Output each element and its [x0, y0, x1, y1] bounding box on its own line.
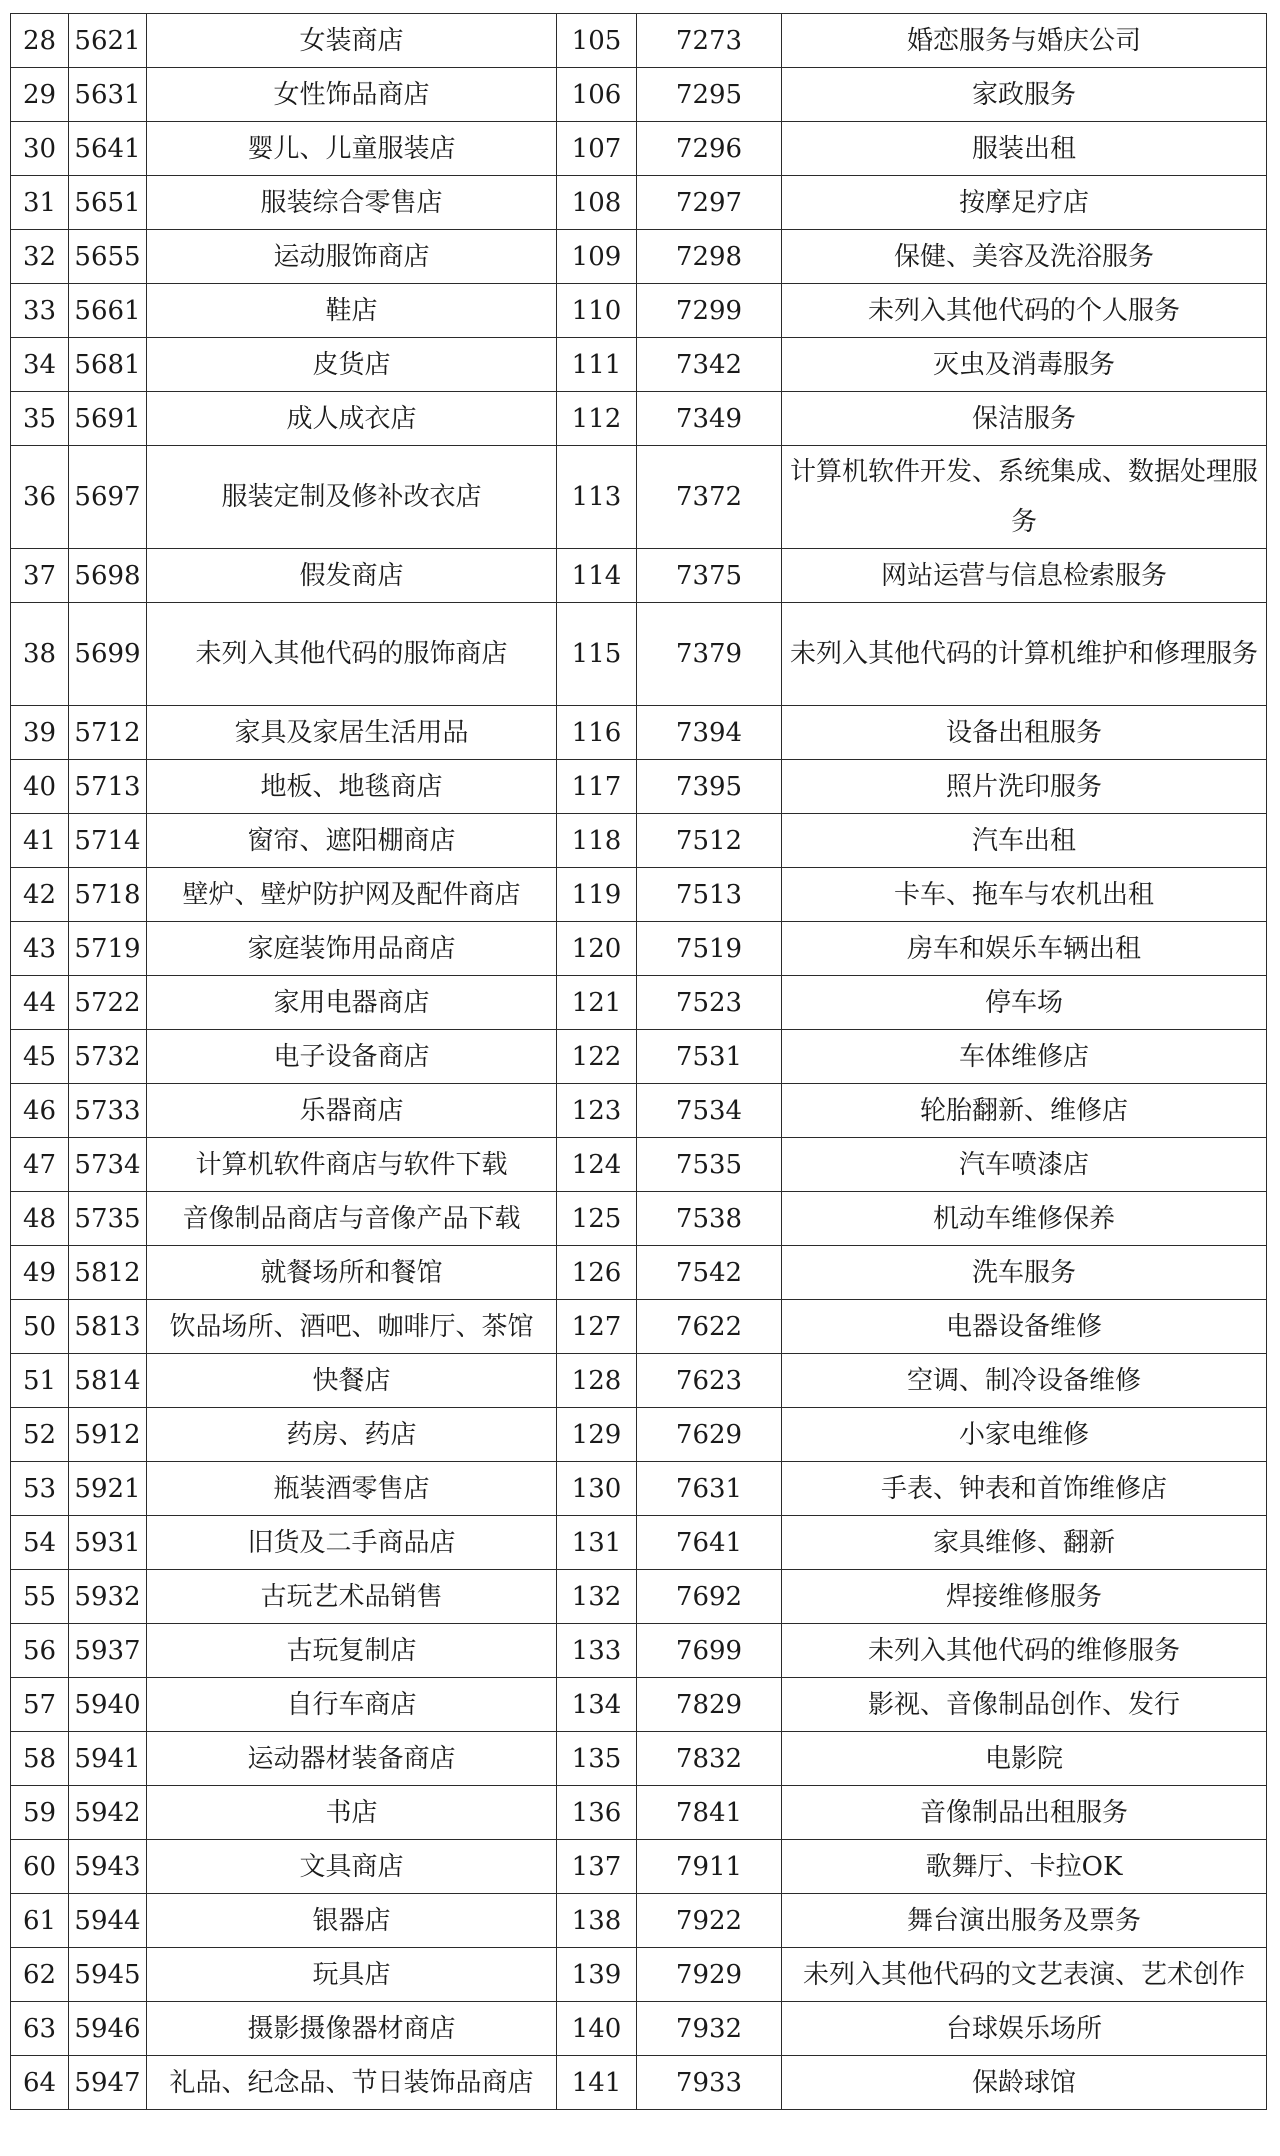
left-merchant-type-cell: 假发商店: [147, 549, 557, 603]
left-merchant-type-cell: 银器店: [147, 1894, 557, 1948]
left-mcc-code-cell: 5943: [69, 1840, 147, 1894]
right-index-cell: 139: [557, 1948, 637, 2002]
table-row: [11, 1786, 1267, 1840]
left-mcc-code-cell: 5932: [69, 1570, 147, 1624]
right-merchant-type-cell: 停车场: [782, 976, 1267, 1030]
right-mcc-code-cell: 7829: [637, 1678, 782, 1732]
right-merchant-type-cell: 未列入其他代码的个人服务: [782, 284, 1267, 338]
right-index-cell: 141: [557, 2056, 637, 2110]
left-mcc-code-cell: 5921: [69, 1462, 147, 1516]
right-mcc-code-cell: 7273: [637, 14, 782, 68]
right-index-cell: 106: [557, 68, 637, 122]
right-index-cell: 124: [557, 1138, 637, 1192]
right-mcc-code-cell: 7395: [637, 760, 782, 814]
right-mcc-code-cell: 7922: [637, 1894, 782, 1948]
left-merchant-type-cell: 音像制品商店与音像产品下载: [147, 1192, 557, 1246]
left-merchant-type-cell: 运动器材装备商店: [147, 1732, 557, 1786]
right-index-cell: 118: [557, 814, 637, 868]
left-merchant-type-cell: 文具商店: [147, 1840, 557, 1894]
left-mcc-code-cell: 5946: [69, 2002, 147, 2056]
right-mcc-code-cell: 7692: [637, 1570, 782, 1624]
right-mcc-code-cell: 7929: [637, 1948, 782, 2002]
right-merchant-type-cell: 按摩足疗店: [782, 176, 1267, 230]
left-merchant-type-cell: 礼品、纪念品、节日装饰品商店: [147, 2056, 557, 2110]
table-row: [11, 1894, 1267, 1948]
left-index-cell: 33: [11, 284, 69, 338]
right-mcc-code-cell: 7623: [637, 1354, 782, 1408]
right-merchant-type-cell: 焊接维修服务: [782, 1570, 1267, 1624]
left-merchant-type-cell: 家具及家居生活用品: [147, 706, 557, 760]
left-mcc-code-cell: 5661: [69, 284, 147, 338]
right-mcc-code-cell: 7832: [637, 1732, 782, 1786]
right-mcc-code-cell: 7699: [637, 1624, 782, 1678]
right-index-cell: 138: [557, 1894, 637, 1948]
table-row: [11, 446, 1267, 549]
right-index-cell: 116: [557, 706, 637, 760]
right-index-cell: 107: [557, 122, 637, 176]
table-row: [11, 1840, 1267, 1894]
right-index-cell: 126: [557, 1246, 637, 1300]
left-merchant-type-cell: 饮品场所、酒吧、咖啡厅、茶馆: [147, 1300, 557, 1354]
right-index-cell: 115: [557, 603, 637, 706]
left-index-cell: 39: [11, 706, 69, 760]
table-row: [11, 1570, 1267, 1624]
right-merchant-type-cell: 未列入其他代码的计算机维护和修理服务: [782, 603, 1267, 706]
left-mcc-code-cell: 5734: [69, 1138, 147, 1192]
right-merchant-type-cell: 灭虫及消毒服务: [782, 338, 1267, 392]
table-row: [11, 1516, 1267, 1570]
left-index-cell: 37: [11, 549, 69, 603]
right-index-cell: 140: [557, 2002, 637, 2056]
table-row: [11, 1678, 1267, 1732]
left-merchant-type-cell: 服装综合零售店: [147, 176, 557, 230]
right-index-cell: 113: [557, 446, 637, 549]
table-row: [11, 1408, 1267, 1462]
right-mcc-code-cell: 7519: [637, 922, 782, 976]
left-mcc-code-cell: 5691: [69, 392, 147, 446]
left-mcc-code-cell: 5722: [69, 976, 147, 1030]
right-index-cell: 132: [557, 1570, 637, 1624]
right-index-cell: 108: [557, 176, 637, 230]
right-mcc-code-cell: 7534: [637, 1084, 782, 1138]
left-merchant-type-cell: 书店: [147, 1786, 557, 1840]
left-merchant-type-cell: 鞋店: [147, 284, 557, 338]
left-index-cell: 45: [11, 1030, 69, 1084]
left-index-cell: 32: [11, 230, 69, 284]
left-merchant-type-cell: 药房、药店: [147, 1408, 557, 1462]
right-merchant-type-cell: 手表、钟表和首饰维修店: [782, 1462, 1267, 1516]
left-merchant-type-cell: 地板、地毯商店: [147, 760, 557, 814]
left-mcc-code-cell: 5641: [69, 122, 147, 176]
left-merchant-type-cell: 壁炉、壁炉防护网及配件商店: [147, 868, 557, 922]
left-mcc-code-cell: 5719: [69, 922, 147, 976]
left-index-cell: 57: [11, 1678, 69, 1732]
left-merchant-type-cell: 婴儿、儿童服装店: [147, 122, 557, 176]
right-index-cell: 129: [557, 1408, 637, 1462]
right-merchant-type-cell: 保健、美容及洗浴服务: [782, 230, 1267, 284]
right-mcc-code-cell: 7349: [637, 392, 782, 446]
right-mcc-code-cell: 7513: [637, 868, 782, 922]
left-merchant-type-cell: 计算机软件商店与软件下载: [147, 1138, 557, 1192]
right-mcc-code-cell: 7538: [637, 1192, 782, 1246]
right-index-cell: 127: [557, 1300, 637, 1354]
mcc-code-table: [10, 13, 1267, 2110]
left-index-cell: 52: [11, 1408, 69, 1462]
right-merchant-type-cell: 家具维修、翻新: [782, 1516, 1267, 1570]
left-index-cell: 41: [11, 814, 69, 868]
table-row: [11, 976, 1267, 1030]
table-row: [11, 68, 1267, 122]
mcc-table-page: [10, 13, 1267, 2110]
right-merchant-type-cell: 未列入其他代码的文艺表演、艺术创作: [782, 1948, 1267, 2002]
table-row: [11, 392, 1267, 446]
left-index-cell: 58: [11, 1732, 69, 1786]
left-index-cell: 49: [11, 1246, 69, 1300]
table-row: [11, 2002, 1267, 2056]
left-index-cell: 48: [11, 1192, 69, 1246]
right-mcc-code-cell: 7641: [637, 1516, 782, 1570]
left-mcc-code-cell: 5812: [69, 1246, 147, 1300]
left-mcc-code-cell: 5735: [69, 1192, 147, 1246]
right-index-cell: 120: [557, 922, 637, 976]
left-mcc-code-cell: 5621: [69, 14, 147, 68]
left-merchant-type-cell: 快餐店: [147, 1354, 557, 1408]
right-mcc-code-cell: 7523: [637, 976, 782, 1030]
left-mcc-code-cell: 5714: [69, 814, 147, 868]
right-index-cell: 121: [557, 976, 637, 1030]
right-mcc-code-cell: 7535: [637, 1138, 782, 1192]
right-index-cell: 130: [557, 1462, 637, 1516]
left-index-cell: 38: [11, 603, 69, 706]
right-merchant-type-cell: 汽车出租: [782, 814, 1267, 868]
right-merchant-type-cell: 计算机软件开发、系统集成、数据处理服务: [782, 446, 1267, 549]
left-mcc-code-cell: 5947: [69, 2056, 147, 2110]
left-index-cell: 62: [11, 1948, 69, 2002]
right-merchant-type-cell: 机动车维修保养: [782, 1192, 1267, 1246]
left-index-cell: 31: [11, 176, 69, 230]
right-mcc-code-cell: 7298: [637, 230, 782, 284]
table-row: [11, 1732, 1267, 1786]
left-merchant-type-cell: 乐器商店: [147, 1084, 557, 1138]
right-mcc-code-cell: 7296: [637, 122, 782, 176]
right-mcc-code-cell: 7629: [637, 1408, 782, 1462]
right-merchant-type-cell: 保龄球馆: [782, 2056, 1267, 2110]
right-mcc-code-cell: 7297: [637, 176, 782, 230]
right-index-cell: 105: [557, 14, 637, 68]
right-index-cell: 110: [557, 284, 637, 338]
right-merchant-type-cell: 音像制品出租服务: [782, 1786, 1267, 1840]
right-index-cell: 117: [557, 760, 637, 814]
right-mcc-code-cell: 7631: [637, 1462, 782, 1516]
left-index-cell: 30: [11, 122, 69, 176]
left-mcc-code-cell: 5718: [69, 868, 147, 922]
right-merchant-type-cell: 车体维修店: [782, 1030, 1267, 1084]
right-mcc-code-cell: 7911: [637, 1840, 782, 1894]
left-index-cell: 36: [11, 446, 69, 549]
right-mcc-code-cell: 7299: [637, 284, 782, 338]
right-merchant-type-cell: 影视、音像制品创作、发行: [782, 1678, 1267, 1732]
right-mcc-code-cell: 7542: [637, 1246, 782, 1300]
left-index-cell: 34: [11, 338, 69, 392]
right-mcc-code-cell: 7394: [637, 706, 782, 760]
right-merchant-type-cell: 舞台演出服务及票务: [782, 1894, 1267, 1948]
left-merchant-type-cell: 女性饰品商店: [147, 68, 557, 122]
left-merchant-type-cell: 皮货店: [147, 338, 557, 392]
table-row: [11, 868, 1267, 922]
left-index-cell: 63: [11, 2002, 69, 2056]
left-index-cell: 51: [11, 1354, 69, 1408]
right-index-cell: 134: [557, 1678, 637, 1732]
left-merchant-type-cell: 古玩艺术品销售: [147, 1570, 557, 1624]
right-merchant-type-cell: 电器设备维修: [782, 1300, 1267, 1354]
left-mcc-code-cell: 5912: [69, 1408, 147, 1462]
left-mcc-code-cell: 5931: [69, 1516, 147, 1570]
right-merchant-type-cell: 婚恋服务与婚庆公司: [782, 14, 1267, 68]
left-mcc-code-cell: 5733: [69, 1084, 147, 1138]
left-mcc-code-cell: 5651: [69, 176, 147, 230]
left-mcc-code-cell: 5713: [69, 760, 147, 814]
left-mcc-code-cell: 5655: [69, 230, 147, 284]
right-index-cell: 131: [557, 1516, 637, 1570]
left-merchant-type-cell: 自行车商店: [147, 1678, 557, 1732]
right-mcc-code-cell: 7622: [637, 1300, 782, 1354]
right-merchant-type-cell: 空调、制冷设备维修: [782, 1354, 1267, 1408]
left-merchant-type-cell: 女装商店: [147, 14, 557, 68]
left-merchant-type-cell: 瓶装酒零售店: [147, 1462, 557, 1516]
left-mcc-code-cell: 5631: [69, 68, 147, 122]
right-mcc-code-cell: 7932: [637, 2002, 782, 2056]
left-merchant-type-cell: 摄影摄像器材商店: [147, 2002, 557, 2056]
right-merchant-type-cell: 台球娱乐场所: [782, 2002, 1267, 2056]
table-row: [11, 1192, 1267, 1246]
right-index-cell: 109: [557, 230, 637, 284]
right-mcc-code-cell: 7372: [637, 446, 782, 549]
right-index-cell: 122: [557, 1030, 637, 1084]
left-merchant-type-cell: 玩具店: [147, 1948, 557, 2002]
table-row: [11, 284, 1267, 338]
right-merchant-type-cell: 服装出租: [782, 122, 1267, 176]
left-index-cell: 43: [11, 922, 69, 976]
table-row: [11, 1138, 1267, 1192]
left-index-cell: 60: [11, 1840, 69, 1894]
right-mcc-code-cell: 7933: [637, 2056, 782, 2110]
left-mcc-code-cell: 5813: [69, 1300, 147, 1354]
left-index-cell: 44: [11, 976, 69, 1030]
left-index-cell: 56: [11, 1624, 69, 1678]
left-mcc-code-cell: 5944: [69, 1894, 147, 1948]
right-index-cell: 112: [557, 392, 637, 446]
table-row: [11, 549, 1267, 603]
right-merchant-type-cell: 未列入其他代码的维修服务: [782, 1624, 1267, 1678]
left-merchant-type-cell: 电子设备商店: [147, 1030, 557, 1084]
table-row: [11, 603, 1267, 706]
left-merchant-type-cell: 运动服饰商店: [147, 230, 557, 284]
left-merchant-type-cell: 家用电器商店: [147, 976, 557, 1030]
right-merchant-type-cell: 汽车喷漆店: [782, 1138, 1267, 1192]
right-mcc-code-cell: 7841: [637, 1786, 782, 1840]
left-mcc-code-cell: 5697: [69, 446, 147, 549]
right-index-cell: 128: [557, 1354, 637, 1408]
table-row: [11, 122, 1267, 176]
right-merchant-type-cell: 家政服务: [782, 68, 1267, 122]
table-row: [11, 2056, 1267, 2110]
table-row: [11, 1624, 1267, 1678]
left-index-cell: 59: [11, 1786, 69, 1840]
table-row: [11, 760, 1267, 814]
right-index-cell: 125: [557, 1192, 637, 1246]
right-mcc-code-cell: 7375: [637, 549, 782, 603]
right-merchant-type-cell: 设备出租服务: [782, 706, 1267, 760]
left-mcc-code-cell: 5681: [69, 338, 147, 392]
left-mcc-code-cell: 5942: [69, 1786, 147, 1840]
table-row: [11, 1246, 1267, 1300]
left-merchant-type-cell: 未列入其他代码的服饰商店: [147, 603, 557, 706]
left-merchant-type-cell: 窗帘、遮阳棚商店: [147, 814, 557, 868]
table-row: [11, 1084, 1267, 1138]
right-index-cell: 114: [557, 549, 637, 603]
table-row: [11, 1300, 1267, 1354]
left-index-cell: 40: [11, 760, 69, 814]
right-index-cell: 119: [557, 868, 637, 922]
right-merchant-type-cell: 轮胎翻新、维修店: [782, 1084, 1267, 1138]
left-mcc-code-cell: 5732: [69, 1030, 147, 1084]
left-index-cell: 46: [11, 1084, 69, 1138]
right-index-cell: 135: [557, 1732, 637, 1786]
left-mcc-code-cell: 5698: [69, 549, 147, 603]
left-mcc-code-cell: 5945: [69, 1948, 147, 2002]
table-row: [11, 338, 1267, 392]
left-index-cell: 47: [11, 1138, 69, 1192]
left-index-cell: 53: [11, 1462, 69, 1516]
right-index-cell: 136: [557, 1786, 637, 1840]
right-index-cell: 137: [557, 1840, 637, 1894]
right-index-cell: 111: [557, 338, 637, 392]
table-row: [11, 1354, 1267, 1408]
table-row: [11, 922, 1267, 976]
left-merchant-type-cell: 古玩复制店: [147, 1624, 557, 1678]
right-mcc-code-cell: 7531: [637, 1030, 782, 1084]
table-row: [11, 814, 1267, 868]
left-index-cell: 29: [11, 68, 69, 122]
left-mcc-code-cell: 5814: [69, 1354, 147, 1408]
table-row: [11, 230, 1267, 284]
table-row: [11, 1030, 1267, 1084]
right-merchant-type-cell: 电影院: [782, 1732, 1267, 1786]
right-index-cell: 133: [557, 1624, 637, 1678]
left-index-cell: 50: [11, 1300, 69, 1354]
right-mcc-code-cell: 7512: [637, 814, 782, 868]
right-merchant-type-cell: 房车和娱乐车辆出租: [782, 922, 1267, 976]
right-mcc-code-cell: 7295: [637, 68, 782, 122]
left-mcc-code-cell: 5712: [69, 706, 147, 760]
right-merchant-type-cell: 照片洗印服务: [782, 760, 1267, 814]
table-row: [11, 706, 1267, 760]
left-mcc-code-cell: 5937: [69, 1624, 147, 1678]
table-row: [11, 176, 1267, 230]
right-merchant-type-cell: 歌舞厅、卡拉OK: [782, 1840, 1267, 1894]
left-mcc-code-cell: 5699: [69, 603, 147, 706]
left-merchant-type-cell: 服装定制及修补改衣店: [147, 446, 557, 549]
left-merchant-type-cell: 成人成衣店: [147, 392, 557, 446]
right-merchant-type-cell: 小家电维修: [782, 1408, 1267, 1462]
left-index-cell: 28: [11, 14, 69, 68]
left-index-cell: 64: [11, 2056, 69, 2110]
right-merchant-type-cell: 网站运营与信息检索服务: [782, 549, 1267, 603]
left-index-cell: 54: [11, 1516, 69, 1570]
left-index-cell: 55: [11, 1570, 69, 1624]
right-mcc-code-cell: 7342: [637, 338, 782, 392]
left-index-cell: 61: [11, 1894, 69, 1948]
right-merchant-type-cell: 洗车服务: [782, 1246, 1267, 1300]
table-row: [11, 1948, 1267, 2002]
right-merchant-type-cell: 卡车、拖车与农机出租: [782, 868, 1267, 922]
right-mcc-code-cell: 7379: [637, 603, 782, 706]
left-merchant-type-cell: 家庭装饰用品商店: [147, 922, 557, 976]
right-merchant-type-cell: 保洁服务: [782, 392, 1267, 446]
left-index-cell: 35: [11, 392, 69, 446]
left-index-cell: 42: [11, 868, 69, 922]
left-merchant-type-cell: 就餐场所和餐馆: [147, 1246, 557, 1300]
left-mcc-code-cell: 5940: [69, 1678, 147, 1732]
left-merchant-type-cell: 旧货及二手商品店: [147, 1516, 557, 1570]
table-row: [11, 1462, 1267, 1516]
right-index-cell: 123: [557, 1084, 637, 1138]
left-mcc-code-cell: 5941: [69, 1732, 147, 1786]
table-body: [11, 14, 1267, 2110]
table-row: [11, 14, 1267, 68]
